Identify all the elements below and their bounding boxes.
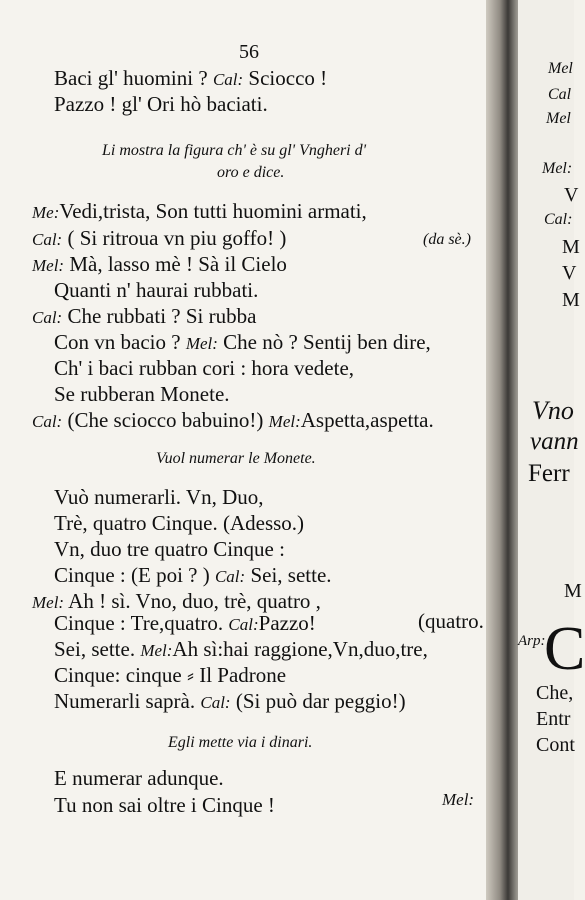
next-page-fragment	[536, 734, 575, 757]
text-line	[54, 92, 268, 116]
book-page-right-partial	[518, 0, 585, 900]
text-segment: Che rubbati ? Si rubba	[62, 304, 257, 328]
text-segment: Cinque : (E poi ? )	[54, 563, 215, 587]
text-segment: Sei, sette.	[245, 563, 332, 587]
next-page-fragment	[564, 580, 582, 603]
text-segment: Li mostra la figura ch' è su gl' Vngheri d'	[102, 142, 367, 159]
text-line	[54, 766, 224, 790]
next-page-fragment	[548, 60, 573, 78]
speaker-label: Mel:	[185, 334, 218, 353]
next-page-fragment	[562, 262, 576, 285]
text-segment: Arp:	[518, 633, 546, 649]
text-line	[54, 278, 258, 302]
text-segment: Vn, duo tre quatro Cinque :	[54, 537, 285, 561]
text-segment: vann	[530, 428, 579, 455]
stage-direction	[102, 139, 366, 163]
text-segment: C	[544, 615, 585, 683]
text-segment: Se rubberan Monete.	[54, 382, 230, 406]
text-line	[54, 793, 275, 817]
speaker-label: Cal:	[200, 693, 231, 712]
text-segment: V	[564, 184, 579, 206]
next-page-fragment	[536, 682, 573, 705]
speaker-label: Cal:	[32, 308, 63, 327]
text-segment: Entr	[536, 708, 571, 730]
speaker-label: Mel:	[140, 641, 173, 660]
text-segment: V	[562, 262, 577, 284]
text-line	[54, 637, 428, 663]
text-segment: M	[564, 580, 582, 602]
next-page-fragment	[532, 396, 574, 426]
text-segment: M	[562, 289, 580, 311]
text-line	[54, 563, 332, 589]
text-segment: (Che sciocco babuino!)	[62, 408, 269, 432]
text-segment: Mel:	[442, 790, 475, 809]
next-page-fragment	[528, 460, 570, 488]
text-line	[54, 330, 431, 356]
next-page-fragment	[562, 289, 580, 312]
text-segment: Cal:	[544, 211, 573, 228]
text-segment: (quatro.	[418, 609, 484, 633]
text-line	[32, 304, 256, 330]
text-segment: Con vn bacio ?	[54, 330, 186, 354]
text-segment: Sciocco !	[243, 66, 328, 90]
text-line	[54, 511, 304, 535]
speaker-label: Mel:	[268, 412, 301, 431]
text-line	[54, 485, 264, 509]
decorated-initial	[544, 615, 585, 683]
text-segment: Pazzo!	[258, 611, 316, 635]
text-segment: E numerar adunque.	[54, 766, 224, 790]
text-segment: oro e dice.	[217, 164, 285, 181]
text-line	[32, 226, 286, 252]
text-segment: Cont	[536, 734, 575, 756]
text-segment: Mel:	[542, 160, 573, 177]
text-line	[32, 408, 434, 434]
text-segment: Sei, sette.	[54, 637, 141, 661]
text-segment: Vno	[532, 396, 574, 425]
text-segment: (da sè.)	[423, 231, 471, 248]
next-page-fragment	[546, 110, 571, 128]
text-segment: (Si può dar peggio!)	[230, 689, 406, 713]
next-page-fragment	[530, 428, 579, 456]
speaker-label: Cal:	[32, 230, 63, 249]
speaker-label: Cal:	[32, 412, 63, 431]
text-segment: Tu non sai oltre i Cinque !	[54, 793, 275, 817]
text-segment: Baci gl' huomini ?	[54, 66, 213, 90]
text-segment: Che,	[536, 682, 574, 704]
catchword	[442, 788, 474, 812]
text-segment: Vuol numerar le Monete.	[156, 450, 316, 467]
text-segment: Quanti n' haurai rubbati.	[54, 278, 259, 302]
next-page-fragment	[536, 708, 570, 731]
next-page-fragment	[542, 160, 572, 178]
speaker-label: Cal:	[228, 615, 259, 634]
text-line	[32, 252, 287, 278]
speaker-label: Cal:	[214, 567, 246, 586]
next-page-fragment	[544, 211, 572, 229]
speaker-label: Cal:	[212, 70, 244, 89]
next-page-fragment	[548, 86, 571, 104]
text-segment: Cinque: cinque ⸗ Il Padrone	[54, 663, 287, 687]
text-segment: Mà, lasso mè ! Sà il Cielo	[64, 252, 287, 276]
aside-note	[423, 228, 471, 252]
text-line	[54, 66, 327, 92]
text-segment: Numerarli saprà.	[54, 689, 201, 713]
text-segment: Ferr	[528, 460, 570, 487]
text-segment: Pazzo ! gl' Ori hò baciati.	[54, 92, 268, 116]
text-segment: Ah ! sì. Vno, duo, trè, quatro ,	[64, 589, 321, 613]
speaker-label: Me:	[32, 203, 60, 222]
stage-direction	[168, 731, 312, 755]
stage-direction	[156, 447, 316, 471]
text-segment: Che nò ? Sentij ben dire,	[217, 330, 431, 354]
next-page-fragment	[562, 236, 580, 259]
text-line	[54, 356, 354, 380]
text-segment: Vedi,trista, Son tutti huomini armati,	[59, 199, 367, 223]
next-page-fragment	[518, 633, 546, 650]
turnover-word	[418, 609, 484, 633]
text-line	[32, 199, 367, 225]
text-line	[54, 663, 286, 687]
text-segment: Vuò numerarli. Vn, Duo,	[54, 485, 264, 509]
page-number: 56	[239, 41, 259, 63]
text-line	[54, 382, 230, 406]
next-page-fragment	[564, 184, 578, 207]
text-segment: Ah sì:hai raggione,Vn,duo,tre,	[172, 637, 428, 661]
text-line	[54, 689, 406, 715]
speaker-label: Mel:	[32, 593, 65, 612]
text-segment: Trè, quatro Cinque. (Adesso.)	[54, 511, 305, 535]
text-line	[54, 537, 285, 561]
stage-direction	[217, 161, 284, 185]
text-segment: Cinque : Tre,quatro.	[54, 611, 229, 635]
text-segment: Ch' i baci rubban cori : hora vedete,	[54, 356, 355, 380]
text-segment: Aspetta,aspetta.	[300, 408, 434, 432]
text-segment: Mel	[546, 110, 571, 127]
speaker-label: Mel:	[32, 256, 65, 275]
text-segment: Egli mette via i dinari.	[168, 734, 313, 751]
text-line	[54, 611, 316, 637]
text-segment: ( Si ritroua vn piu goffo! )	[62, 226, 287, 250]
text-segment: M	[562, 236, 580, 258]
text-segment: Cal	[548, 86, 572, 103]
text-segment: Mel	[548, 60, 573, 77]
